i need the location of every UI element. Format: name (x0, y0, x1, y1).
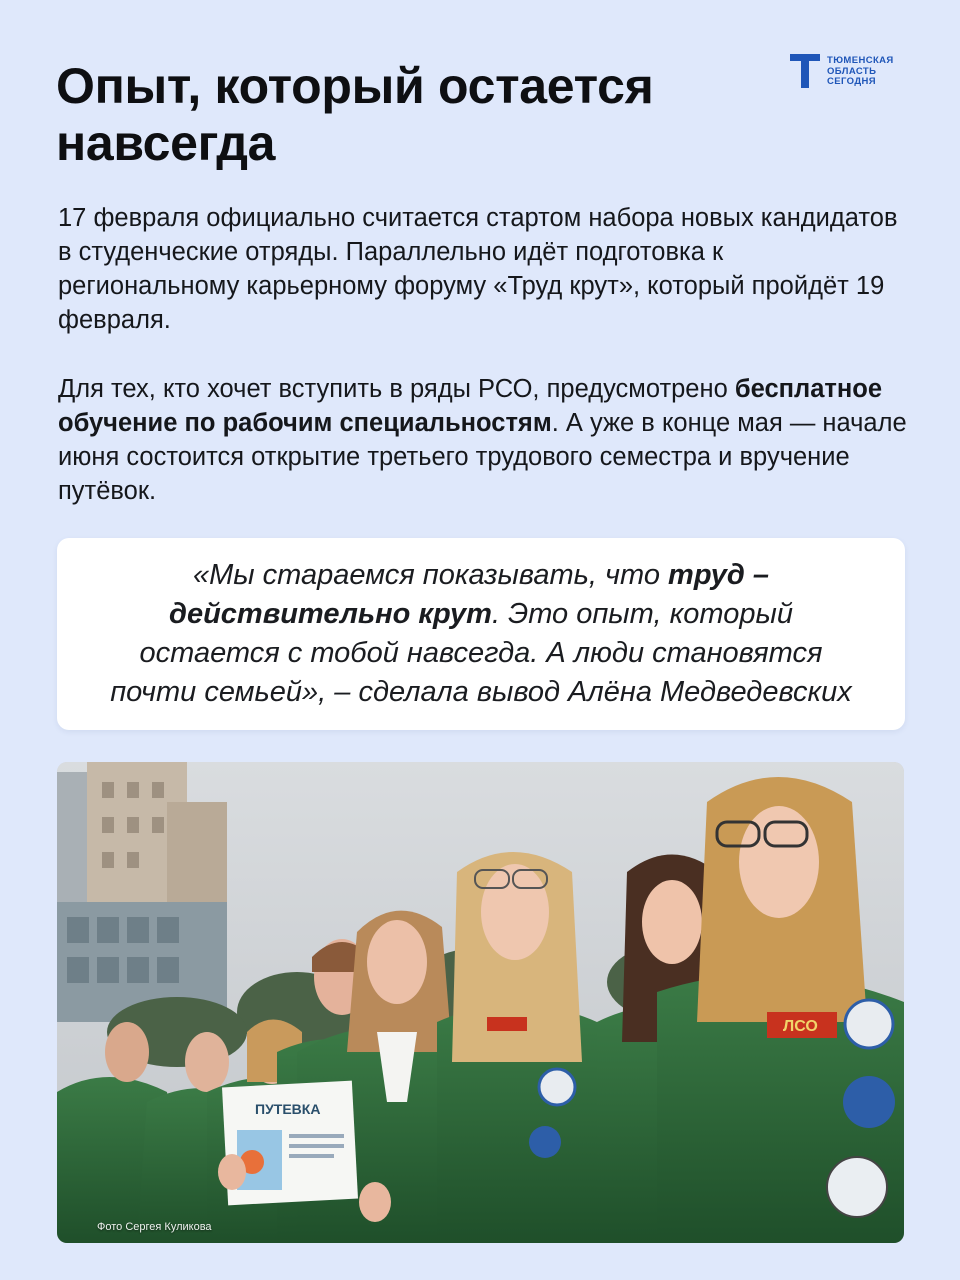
photo-illustration (57, 762, 904, 1243)
quote-start: «Мы стараемся показывать, что (192, 559, 669, 591)
quote-bold: труд – действительно крут (169, 559, 770, 630)
students-photo (57, 762, 904, 1243)
training-text-bold: бесплатное обучение по рабочим специальностям (58, 375, 883, 437)
training-text-end: . А уже в конце мая — начале июня состоится открытие третьего трудового семестра и вручение путёвок. (58, 409, 907, 505)
photo-credit: Фото Сергея Куликова (97, 1221, 212, 1233)
brand-line-1: ТЮМЕНСКАЯ (827, 55, 894, 66)
quote-card (57, 538, 905, 730)
training-paragraph (58, 372, 908, 508)
quote-end: . Это опыт, который остается с тобой навсегда. А люди становятся почти семьей», – сделала вывод Алёна Медведевских (110, 598, 852, 708)
training-text-start: Для тех, кто хочет вступить в ряды РСО, предусмотрено (58, 375, 735, 403)
patch-label: ЛСО (783, 1018, 818, 1035)
brand-t-icon (790, 52, 820, 88)
intro-paragraph: 17 февраля официально считается стартом набора новых кандидатов в студенческие отряды. Параллельно идёт подготовка к региональному карьерному форуму «Труд крут», который пройдёт 19 февраля. (58, 204, 898, 334)
travel-certificate (222, 1081, 358, 1206)
certificate-title: ПУТЕВКА (255, 1101, 321, 1117)
quote-text (97, 556, 865, 712)
page-title: Опыт, который остается навсегда (56, 58, 654, 171)
brand-line-3: СЕГОДНЯ (827, 76, 876, 87)
brand-logo (790, 52, 894, 88)
brand-line-2: ОБЛАСТЬ (827, 65, 877, 77)
brand-name (827, 56, 894, 88)
